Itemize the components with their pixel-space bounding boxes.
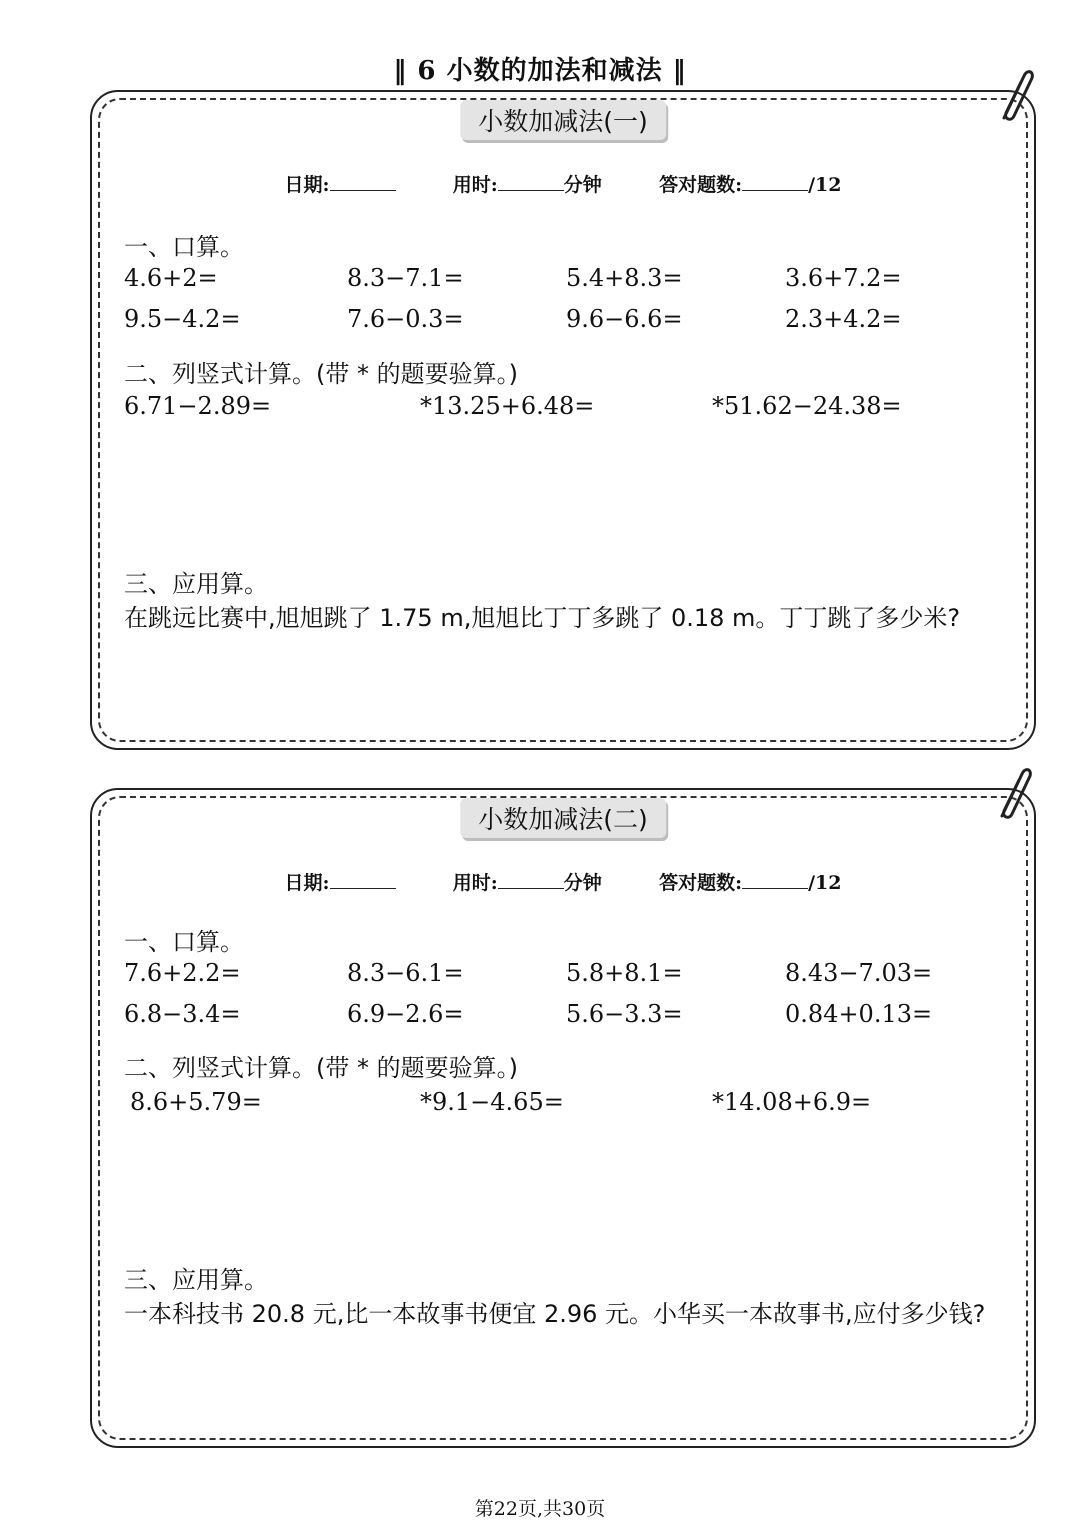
- oral-problem: 4.6+2=: [124, 264, 218, 292]
- time-unit: 分钟: [563, 872, 602, 894]
- oral-row: [92, 1000, 1034, 1034]
- paperclip-icon: [990, 62, 1038, 128]
- section-word-title: 三、应用算。: [124, 570, 268, 598]
- time-blank[interactable]: [498, 172, 564, 191]
- oral-problem: 6.9−2.6=: [347, 1000, 464, 1028]
- score-blank[interactable]: [742, 870, 808, 889]
- vertical-problem: *13.25+6.48=: [420, 392, 595, 420]
- section-oral-title: 一、口算。: [124, 928, 244, 956]
- oral-row: [92, 264, 1034, 298]
- section-vertical-title: 二、列竖式计算。(带 * 的题要验算。): [124, 360, 518, 388]
- section-oral-title: 一、口算。: [124, 233, 244, 261]
- oral-problem: 7.6−0.3=: [347, 305, 464, 333]
- meta-row: [92, 868, 1034, 895]
- oral-problem: 5.8+8.1=: [566, 959, 683, 987]
- vertical-problem: *14.08+6.9=: [712, 1088, 872, 1116]
- time-label: 用时:: [452, 174, 498, 196]
- vertical-problem: 6.71−2.89=: [124, 392, 272, 420]
- section-vertical-title: 二、列竖式计算。(带 * 的题要验算。): [124, 1054, 518, 1082]
- oral-problem: 8.3−6.1=: [347, 959, 464, 987]
- oral-problem: 0.84+0.13=: [785, 1000, 933, 1028]
- oral-problem: 8.3−7.1=: [347, 264, 464, 292]
- date-label: 日期:: [284, 872, 330, 894]
- oral-problem: 5.4+8.3=: [566, 264, 683, 292]
- vertical-row: [92, 1088, 1034, 1122]
- oral-problem: 7.6+2.2=: [124, 959, 241, 987]
- word-problem: 在跳远比赛中,旭旭跳了 1.75 m,旭旭比丁丁多跳了 0.18 m。丁丁跳了多少米?: [124, 604, 961, 632]
- oral-row: [92, 305, 1034, 339]
- time-unit: 分钟: [563, 174, 602, 196]
- word-problem: 一本科技书 20.8 元,比一本故事书便宜 2.96 元。小华买一本故事书,应付多少钱?: [124, 1300, 986, 1328]
- time-blank[interactable]: [498, 870, 564, 889]
- time-label: 用时:: [452, 872, 498, 894]
- oral-problem: 3.6+7.2=: [785, 264, 902, 292]
- date-blank[interactable]: [330, 870, 396, 889]
- meta-row: [92, 170, 1034, 197]
- oral-problem: 8.43−7.03=: [785, 959, 933, 987]
- oral-problem: 5.6−3.3=: [566, 1000, 683, 1028]
- vertical-problem: *51.62−24.38=: [712, 392, 902, 420]
- worksheet-title: 小数加减法(一): [460, 100, 666, 140]
- date-label: 日期:: [284, 174, 330, 196]
- date-blank[interactable]: [330, 172, 396, 191]
- score-total: /12: [808, 174, 842, 196]
- score-blank[interactable]: [742, 172, 808, 191]
- page-footer: 第22页,共30页: [474, 1498, 606, 1520]
- paperclip-icon: [988, 760, 1036, 826]
- score-total: /12: [808, 872, 842, 894]
- section-word-title: 三、应用算。: [124, 1266, 268, 1294]
- oral-problem: 2.3+4.2=: [785, 305, 902, 333]
- oral-problem: 9.6−6.6=: [566, 305, 683, 333]
- score-label: 答对题数:: [659, 872, 743, 894]
- page-header: ‖ 6 小数的加法和减法 ‖: [393, 56, 687, 86]
- vertical-problem: *9.1−4.65=: [420, 1088, 564, 1116]
- oral-problem: 9.5−4.2=: [124, 305, 241, 333]
- vertical-problem: 8.6+5.79=: [130, 1088, 262, 1116]
- score-label: 答对题数:: [659, 174, 743, 196]
- worksheet-card-2: [90, 788, 1036, 1448]
- worksheet-card-1: [90, 90, 1036, 750]
- worksheet-title: 小数加减法(二): [460, 798, 666, 838]
- oral-problem: 6.8−3.4=: [124, 1000, 241, 1028]
- oral-row: [92, 959, 1034, 993]
- vertical-row: [92, 392, 1034, 426]
